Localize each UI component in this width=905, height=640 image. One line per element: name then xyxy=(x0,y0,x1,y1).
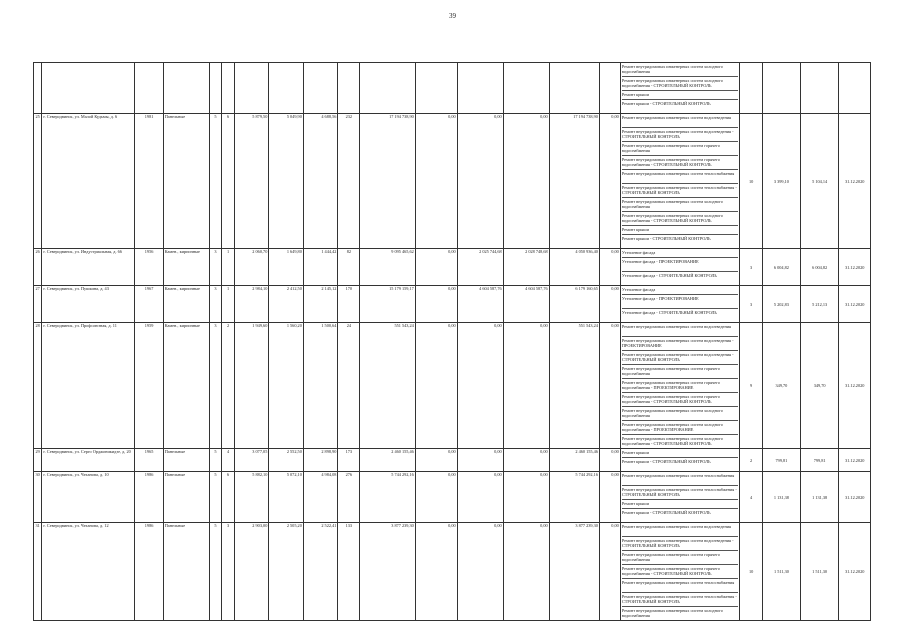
works-cell xyxy=(620,472,739,523)
cell-area3: 4 688,56 xyxy=(303,114,338,249)
cell-floors: 3 xyxy=(209,286,222,323)
table-row xyxy=(34,286,871,323)
works-cell xyxy=(620,249,739,286)
cell-year: 1986 xyxy=(135,523,163,621)
cell-total-area: 1 949,60 xyxy=(234,323,269,449)
works-cell xyxy=(620,449,739,472)
cell-total-area: 2 984,10 xyxy=(234,286,269,323)
cell-budget: 0,00 xyxy=(457,523,503,621)
table-row xyxy=(34,249,871,286)
work-item: Ремонт крыши - СТРОИТЕЛЬНЫЙ КОНТРОЛЬ xyxy=(622,457,738,471)
cell-material: Панельные xyxy=(163,114,209,249)
work-item: Ремонт внутридомовых инженерных систем водоотведения - СТРОИТЕЛЬНЫЙ КОНТРОЛЬ xyxy=(622,127,738,141)
page-number: 39 xyxy=(449,12,456,20)
cell-other: 0,00 xyxy=(599,323,620,449)
cell-limit-per-m2: 5 104,14 xyxy=(800,114,839,249)
work-item: Ремонт крыши - СТРОИТЕЛЬНЫЙ КОНТРОЛЬ xyxy=(622,99,738,113)
cell-owners: 551 543,24 xyxy=(549,323,599,449)
cell-budget: 2 025 744,68 xyxy=(457,249,503,286)
cell-fund: 0,00 xyxy=(415,523,457,621)
cell-date: 31.12.2020 xyxy=(839,286,871,323)
cell-limit-per-m2: 1 511,30 xyxy=(800,523,839,621)
cell-year: 1956 xyxy=(135,249,163,286)
cell-residents: 133 xyxy=(338,523,360,621)
cell-area2: 5 049,90 xyxy=(269,114,304,249)
cell-entrances: 6 xyxy=(222,472,235,523)
work-item: Ремонт крыши xyxy=(622,225,738,234)
work-item: Утепление фасада - СТРОИТЕЛЬНЫЙ КОНТРОЛЬ xyxy=(622,271,738,285)
work-item: Ремонт внутридомовых инженерных систем горячего водоснабжения xyxy=(622,364,738,378)
cell-count: 3 xyxy=(740,249,763,286)
cell-owners: 5 744 292,16 xyxy=(549,472,599,523)
work-item: Ремонт внутридомовых инженерных систем теплоснабжения xyxy=(622,169,738,183)
empty-cell xyxy=(209,63,222,114)
continuation-row xyxy=(34,63,871,114)
empty-cell xyxy=(457,63,503,114)
cell-local: 0,00 xyxy=(503,472,549,523)
cell-other: 0,00 xyxy=(599,286,620,323)
empty-cell xyxy=(163,63,209,114)
cell-no: 26 xyxy=(34,249,42,286)
cell-area3: 2 898,90 xyxy=(303,449,338,472)
cell-fund: 0,00 xyxy=(415,472,457,523)
cell-area2: 5 072,10 xyxy=(269,472,304,523)
cell-residents: 173 xyxy=(338,449,360,472)
cell-residents: 24 xyxy=(338,323,360,449)
empty-cell xyxy=(303,63,338,114)
work-item: Ремонт внутридомовых инженерных систем горячего водоснабжения - ПРОЕКТИРОВАНИЕ xyxy=(622,378,738,392)
cell-material: Панельные xyxy=(163,449,209,472)
cell-budget: 4 604 587,76 xyxy=(457,286,503,323)
works-cell xyxy=(620,286,739,323)
work-item: Ремонт крыши xyxy=(622,90,738,99)
cell-address: г. Северодвинск, ул. Пушкина, д. 43 xyxy=(42,286,135,323)
cell-material: Камен., кирпичные xyxy=(163,286,209,323)
cell-budget: 0,00 xyxy=(457,114,503,249)
cell-limit-per-m2: 349,70 xyxy=(800,323,839,449)
cell-date: 31.12.2020 xyxy=(839,523,871,621)
cell-date: 31.12.2020 xyxy=(839,449,871,472)
cell-no: 29 xyxy=(34,449,42,472)
cell-other: 0,00 xyxy=(599,449,620,472)
cell-residents: 82 xyxy=(338,249,360,286)
empty-cell xyxy=(503,63,549,114)
cell-material: Камен., кирпичные xyxy=(163,249,209,286)
cell-address: г. Северодвинск, ул. Чеханова, д. 10 xyxy=(42,472,135,523)
cell-fund: 0,00 xyxy=(415,449,457,472)
work-item: Ремонт крыши - СТРОИТЕЛЬНЫЙ КОНТРОЛЬ xyxy=(622,234,738,248)
cell-budget: 0,00 xyxy=(457,449,503,472)
cell-entrances: 4 xyxy=(222,449,235,472)
cell-entrances: 1 xyxy=(222,249,235,286)
cell-area3: 2 522,41 xyxy=(303,523,338,621)
cell-count: 2 xyxy=(740,449,763,472)
cell-area3: 2 145,12 xyxy=(303,286,338,323)
empty-cell xyxy=(135,63,163,114)
cell-date: 31.12.2020 xyxy=(839,323,871,449)
cell-owners: 17 194 738,90 xyxy=(549,114,599,249)
empty-cell xyxy=(800,63,839,114)
cell-cost-per-m2: 3 399,10 xyxy=(763,114,801,249)
cell-fund: 0,00 xyxy=(415,286,457,323)
work-item: Ремонт внутридомовых инженерных систем холодного водоснабжения - ПРОЕКТИРОВАНИЕ xyxy=(622,420,738,434)
table-row xyxy=(34,472,871,523)
empty-cell xyxy=(34,63,42,114)
cell-entrances: 1 xyxy=(222,286,235,323)
cell-material: Панельные xyxy=(163,472,209,523)
work-item: Ремонт внутридомовых инженерных систем теплоснабжения xyxy=(621,472,735,478)
work-item: Утепление фасада - ПРОЕКТИРОВАНИЕ xyxy=(622,257,738,271)
cell-total-cost: 15 179 159,17 xyxy=(360,286,415,323)
cell-year: 1959 xyxy=(135,323,163,449)
cell-floors: 5 xyxy=(209,114,222,249)
work-item: Ремонт крыши - СТРОИТЕЛЬНЫЙ КОНТРОЛЬ xyxy=(622,508,738,522)
cell-floors: 5 xyxy=(209,523,222,621)
empty-cell xyxy=(415,63,457,114)
cell-local: 0,00 xyxy=(503,523,549,621)
works-cell xyxy=(620,523,739,621)
repair-program-table xyxy=(33,62,871,621)
cell-residents: 232 xyxy=(338,114,360,249)
work-item: Ремонт внутридомовых инженерных систем водоотведения - ПРОЕКТИРОВАНИЕ xyxy=(622,336,738,350)
work-item: Ремонт внутридомовых инженерных систем водоотведения xyxy=(621,523,732,529)
cell-residents: 276 xyxy=(338,472,360,523)
cell-owners: 3 877 239,30 xyxy=(549,523,599,621)
cell-no: 31 xyxy=(34,523,42,621)
cell-other: 0,00 xyxy=(599,472,620,523)
cell-other: 0,00 xyxy=(599,523,620,621)
works-cell xyxy=(620,63,739,114)
cell-cost-per-m2: 799,81 xyxy=(763,449,801,472)
work-item: Ремонт внутридомовых инженерных систем теплоснабжения - СТРОИТЕЛЬНЫЙ КОНТРОЛЬ xyxy=(622,485,738,499)
cell-total-cost: 3 877 239,30 xyxy=(360,523,415,621)
cell-area2: 2 552,50 xyxy=(269,449,304,472)
cell-no: 25 xyxy=(34,114,42,249)
cell-floors: 5 xyxy=(209,472,222,523)
work-item: Ремонт внутридомовых инженерных систем горячего водоснабжения xyxy=(622,141,738,155)
works-cell xyxy=(620,114,739,249)
cell-address: г. Северодвинск, ул. Профсоюзная, д. 11 xyxy=(42,323,135,449)
work-item: Ремонт внутридомовых инженерных систем теплоснабжения - СТРОИТЕЛЬНЫЙ КОНТРОЛЬ xyxy=(622,183,738,197)
cell-total-cost: 2 460 155,46 xyxy=(360,449,415,472)
cell-total-area: 5 879,50 xyxy=(234,114,269,249)
cell-count: 3 xyxy=(740,286,763,323)
work-item: Ремонт внутридомовых инженерных систем холодного водоснабжения xyxy=(621,63,723,74)
cell-floors: 3 xyxy=(209,249,222,286)
cell-total-cost: 551 543,24 xyxy=(360,323,415,449)
cell-budget: 0,00 xyxy=(457,472,503,523)
cell-total-area: 3 077,05 xyxy=(234,449,269,472)
cell-year: 1965 xyxy=(135,449,163,472)
cell-area3: 1 444,42 xyxy=(303,249,338,286)
work-item: Ремонт внутридомовых инженерных систем холодного водоснабжения - СТРОИТЕЛЬНЫЙ КОНТРОЛЬ xyxy=(622,211,738,225)
work-item: Ремонт внутридомовых инженерных систем холодного водоснабжения xyxy=(622,406,738,420)
empty-cell xyxy=(222,63,235,114)
cell-limit-per-m2: 5 212,13 xyxy=(800,286,839,323)
cell-owners: 2 460 155,46 xyxy=(549,449,599,472)
table-row xyxy=(34,523,871,621)
cell-other: 0,00 xyxy=(599,114,620,249)
empty-cell xyxy=(234,63,269,114)
cell-entrances: 2 xyxy=(222,323,235,449)
work-item: Ремонт внутридомовых инженерных систем холодного водоснабжения xyxy=(622,606,738,620)
works-cell xyxy=(620,323,739,449)
work-item: Ремонт внутридомовых инженерных систем теплоснабжения xyxy=(622,578,738,592)
empty-cell xyxy=(740,63,763,114)
cell-total-cost: 5 744 292,16 xyxy=(360,472,415,523)
cell-material: Панельные xyxy=(163,523,209,621)
cell-date: 31.12.2020 xyxy=(839,472,871,523)
cell-no: 30 xyxy=(34,472,42,523)
cell-cost-per-m2: 349,70 xyxy=(763,323,801,449)
cell-floors: 5 xyxy=(209,449,222,472)
cell-other: 0,00 xyxy=(599,249,620,286)
cell-address: г. Северодвинск, ул. Серго Орджоникидзе, д. 20 xyxy=(42,449,135,472)
work-item: Ремонт внутридомовых инженерных систем горячего водоснабжения - СТРОИТЕЛЬНЫЙ КОНТРОЛЬ xyxy=(622,155,738,169)
cell-area2: 1 560,20 xyxy=(269,323,304,449)
cell-limit-per-m2: 6 004,82 xyxy=(800,249,839,286)
cell-count: 10 xyxy=(740,114,763,249)
cell-no: 28 xyxy=(34,323,42,449)
cell-fund: 0,00 xyxy=(415,249,457,286)
work-item: Утепление фасада xyxy=(621,249,656,255)
cell-cost-per-m2: 6 004,82 xyxy=(763,249,801,286)
table-row xyxy=(34,323,871,449)
cell-fund: 0,00 xyxy=(415,114,457,249)
cell-floors: 3 xyxy=(209,323,222,449)
cell-owners: 4 050 936,40 xyxy=(549,249,599,286)
cell-entrances: 3 xyxy=(222,523,235,621)
cell-count: 10 xyxy=(740,523,763,621)
work-item: Ремонт внутридомовых инженерных систем холодного водоснабжения - СТРОИТЕЛЬНЫЙ КОНТРОЛЬ xyxy=(622,434,738,448)
cell-budget: 0,00 xyxy=(457,323,503,449)
cell-area3: 4 984,08 xyxy=(303,472,338,523)
work-item: Утепление фасада - СТРОИТЕЛЬНЫЙ КОНТРОЛЬ xyxy=(622,308,738,322)
work-item: Утепление фасада - ПРОЕКТИРОВАНИЕ xyxy=(622,294,738,308)
cell-area2: 2 412,50 xyxy=(269,286,304,323)
cell-residents: 170 xyxy=(338,286,360,323)
cell-address: г. Северодвинск, ул. Индустриальная, д. 66 xyxy=(42,249,135,286)
work-item: Ремонт внутридомовых инженерных систем водоотведения xyxy=(621,114,732,120)
work-item: Ремонт внутридомовых инженерных систем горячего водоснабжения xyxy=(622,550,738,564)
cell-count: 4 xyxy=(740,472,763,523)
work-item: Ремонт крыши xyxy=(621,449,649,455)
cell-date: 31.12.2020 xyxy=(839,249,871,286)
work-item: Утепление фасада xyxy=(621,286,656,292)
empty-cell xyxy=(338,63,360,114)
cell-cost-per-m2: 5 202,83 xyxy=(763,286,801,323)
empty-cell xyxy=(549,63,599,114)
work-item: Ремонт внутридомовых инженерных систем теплоснабжения - СТРОИТЕЛЬНЫЙ КОНТРОЛЬ xyxy=(622,592,738,606)
cell-local: 2 028 748,68 xyxy=(503,249,549,286)
cell-total-area: 2 060,70 xyxy=(234,249,269,286)
cell-total-area: 5 882,10 xyxy=(234,472,269,523)
empty-cell xyxy=(269,63,304,114)
cell-cost-per-m2: 1 131,38 xyxy=(763,472,801,523)
empty-cell xyxy=(42,63,135,114)
cell-total-cost: 17 194 738,90 xyxy=(360,114,415,249)
cell-local: 0,00 xyxy=(503,114,549,249)
cell-no: 27 xyxy=(34,286,42,323)
cell-total-area: 2 903,00 xyxy=(234,523,269,621)
cell-local: 0,00 xyxy=(503,323,549,449)
work-item: Ремонт внутридомовых инженерных систем холодного водоснабжения - СТРОИТЕЛЬНЫЙ КОНТРОЛЬ xyxy=(622,76,738,90)
cell-date: 31.12.2020 xyxy=(839,114,871,249)
cell-address: г. Северодвинск, ул. Малой Кудьмы, д. 6 xyxy=(42,114,135,249)
cell-fund: 0,00 xyxy=(415,323,457,449)
cell-area2: 1 649,80 xyxy=(269,249,304,286)
cell-local: 0,00 xyxy=(503,449,549,472)
table-row xyxy=(34,449,871,472)
work-item: Ремонт внутридомовых инженерных систем горячего водоснабжения - СТРОИТЕЛЬНЫЙ КОНТРОЛЬ xyxy=(622,564,738,578)
cell-limit-per-m2: 799,81 xyxy=(800,449,839,472)
cell-area2: 2 505,20 xyxy=(269,523,304,621)
empty-cell xyxy=(839,63,871,114)
work-item: Ремонт внутридомовых инженерных систем водоотведения - СТРОИТЕЛЬНЫЙ КОНТРОЛЬ xyxy=(622,350,738,364)
cell-year: 1986 xyxy=(135,472,163,523)
work-item: Ремонт крыши xyxy=(622,499,738,508)
cell-local: 4 604 587,76 xyxy=(503,286,549,323)
table-row xyxy=(34,114,871,249)
cell-owners: 6 179 160,65 xyxy=(549,286,599,323)
work-item: Ремонт внутридомовых инженерных систем водоотведения - СТРОИТЕЛЬНЫЙ КОНТРОЛЬ xyxy=(622,536,738,550)
cell-address: г. Северодвинск, ул. Чеханова, д. 12 xyxy=(42,523,135,621)
cell-total-cost: 9 095 465,62 xyxy=(360,249,415,286)
empty-cell xyxy=(763,63,801,114)
cell-area3: 1 500,64 xyxy=(303,323,338,449)
cell-count: 9 xyxy=(740,323,763,449)
cell-year: 1981 xyxy=(135,114,163,249)
cell-limit-per-m2: 1 131,38 xyxy=(800,472,839,523)
empty-cell xyxy=(599,63,620,114)
work-item: Ремонт внутридомовых инженерных систем холодного водоснабжения xyxy=(622,197,738,211)
work-item: Ремонт внутридомовых инженерных систем водоотведения xyxy=(621,323,732,329)
cell-material: Камен., кирпичные xyxy=(163,323,209,449)
cell-entrances: 6 xyxy=(222,114,235,249)
cell-cost-per-m2: 1 511,30 xyxy=(763,523,801,621)
work-item: Ремонт внутридомовых инженерных систем горячего водоснабжения - СТРОИТЕЛЬНЫЙ КОНТРОЛЬ xyxy=(622,392,738,406)
empty-cell xyxy=(360,63,415,114)
cell-year: 1967 xyxy=(135,286,163,323)
